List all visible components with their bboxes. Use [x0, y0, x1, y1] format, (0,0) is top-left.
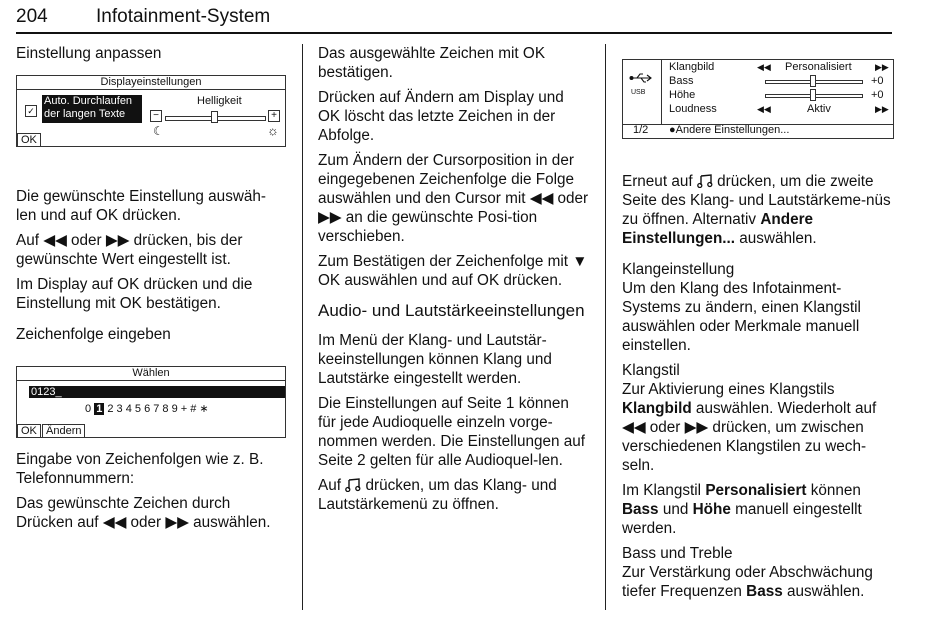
display-settings-screen [16, 75, 286, 147]
screen-divider [661, 60, 662, 124]
minus-icon[interactable]: − [150, 110, 162, 122]
paragraph: Im Klangstil Personalisiert können Bass und Höhe manuell eingestellt werden. [622, 482, 862, 537]
plus-icon[interactable]: + [268, 110, 280, 122]
paragraph: Um den Klang des Infotainment-Systems zu ändern, einen Klangstil auswählen oder Merkmale manuell einstellen. [622, 280, 861, 354]
subheading: Bass und Treble [622, 545, 733, 562]
klangbild-label: Klangbild [669, 61, 715, 73]
paragraph: Die Einstellungen auf Seite 1 können für jede Audioquelle einzeln vorge-nommen werden. Die Einstellungen auf Seite 2 gelten für alle Audioquel-len. [318, 395, 586, 469]
next-icon: ▶▶ [684, 419, 709, 436]
music-note-icon [697, 174, 713, 188]
prev-icon: ◀◀ [622, 419, 646, 436]
paragraph: Zum Bestätigen der Zeichenfolge mit ▼ OK auswählen und auf OK drücken. [318, 253, 588, 289]
usb-label: USB [631, 89, 646, 96]
sound-settings-screen [622, 59, 894, 139]
bass-label: Bass [669, 75, 694, 87]
loudness-value: Aktiv [807, 103, 831, 115]
prev-icon[interactable]: ◀◀ [757, 104, 771, 114]
section-heading: Audio- und Lautstärkeeinstellungen [318, 301, 585, 320]
paragraph: Zur Verstärkung oder Abschwächung tiefer Frequenzen Bass auswählen. [622, 564, 873, 600]
paragraph: Eingabe von Zeichenfolgen wie z. B. Telefonnummern: [16, 451, 264, 487]
paragraph: Auf ◀◀ oder ▶▶ drücken, bis der gewünschte Wert eingestellt ist. [16, 232, 243, 268]
char-selector: 0 1 2 3 4 5 6 7 8 9 + # ∗ [85, 403, 209, 415]
column-divider [605, 44, 606, 610]
paragraph: Auf drücken, um das Klang- und Lautstärkemenü zu öffnen. [318, 477, 557, 513]
next-icon[interactable]: ▶▶ [875, 104, 889, 114]
paragraph: Im Menü der Klang- und Lautstär-keeinstellungen können Klang und Lautstärke eingestellt werden. [318, 332, 552, 387]
subheading: Klangeinstellung [622, 261, 735, 278]
music-note-icon [345, 478, 361, 492]
screen-title: Wählen [17, 367, 285, 381]
screen-title: Displayeinstellungen [17, 76, 285, 90]
column-2 [318, 44, 590, 520]
sun-icon: ☼ [267, 123, 279, 138]
prev-icon[interactable]: ◀◀ [757, 62, 771, 72]
selected-char[interactable]: 1 [96, 403, 103, 415]
next-icon: ▶▶ [318, 209, 342, 226]
figure-display-settings [16, 69, 288, 187]
bass-value: +0 [871, 75, 884, 87]
paragraph: Das ausgewählte Zeichen mit OK bestätigen. [318, 45, 546, 81]
moon-icon: ☾ [153, 124, 164, 138]
section-heading: Einstellung anpassen [16, 45, 162, 62]
paragraph: Drücken auf Ändern am Display und OK löscht das letzte Zeichen in der Abfolge. [318, 89, 564, 144]
checkbox[interactable]: ✓ [25, 105, 37, 117]
paragraph: Die gewünschte Einstellung auswäh- len und auf OK drücken. [16, 188, 266, 224]
next-icon: ▶▶ [105, 232, 130, 249]
more-settings-item[interactable]: ●Andere Einstellungen... [669, 124, 790, 136]
paragraph: Zum Ändern der Cursorposition in der eingegebenen Zeichenfolge die Folge auswählen und den Cursor mit ◀◀ oder ▶▶ an die gewünschte Posi-tion verschieben. [318, 152, 589, 245]
slider-label: Helligkeit [197, 95, 242, 107]
page-number: 204 [16, 6, 48, 27]
change-softkey[interactable]: Ändern [42, 424, 85, 437]
ok-softkey[interactable]: OK [17, 133, 41, 146]
prev-icon: ◀◀ [102, 514, 127, 531]
down-icon: ▼ [572, 253, 588, 270]
char-input[interactable]: 0123_ [29, 386, 285, 398]
column-1 [16, 44, 288, 538]
paragraph: Erneut auf drücken, um die zweite Seite des Klang- und Lautstärkeme-nüs zu öffnen. Alternativ Andere Einstellungen... auswählen. [622, 173, 891, 247]
column-divider [302, 44, 303, 610]
usb-icon [629, 72, 655, 84]
klangbild-value: Personalisiert [785, 61, 852, 73]
slider-thumb[interactable] [810, 75, 816, 87]
column-3 [622, 44, 894, 607]
figure-char-entry [16, 350, 288, 450]
section-heading: Zeichenfolge eingeben [16, 326, 171, 343]
loudness-label: Loudness [669, 103, 717, 115]
subheading: Klangstil [622, 362, 680, 379]
page-indicator: 1/2 [633, 124, 649, 136]
next-icon[interactable]: ▶▶ [875, 62, 889, 72]
prev-icon: ◀◀ [43, 232, 67, 249]
chapter-title: Infotainment-System [96, 6, 271, 27]
slider-thumb[interactable] [810, 89, 816, 101]
ok-softkey[interactable]: OK [17, 424, 41, 437]
hoehe-label: Höhe [669, 89, 696, 101]
next-icon: ▶▶ [165, 514, 189, 531]
char-entry-screen [16, 366, 286, 438]
paragraph: Im Display auf OK drücken und die Einstellung mit OK bestätigen. [16, 276, 253, 312]
prev-icon: ◀◀ [529, 190, 554, 207]
hoehe-value: +0 [871, 89, 884, 101]
checkbox-label: Auto. Durchlaufen der langen Texte [42, 95, 142, 123]
slider-thumb[interactable] [211, 111, 218, 123]
figure-sound-settings [622, 44, 894, 172]
paragraph: Das gewünschte Zeichen durch Drücken auf ◀◀ oder ▶▶ auswählen. [16, 495, 271, 531]
page-header [16, 6, 892, 34]
paragraph: Zur Aktivierung eines Klangstils Klangbild auswählen. Wiederholt auf ◀◀ oder ▶▶ drücken, um zwischen verschiedenen Klangstilen zu wech-seln. [622, 381, 877, 474]
